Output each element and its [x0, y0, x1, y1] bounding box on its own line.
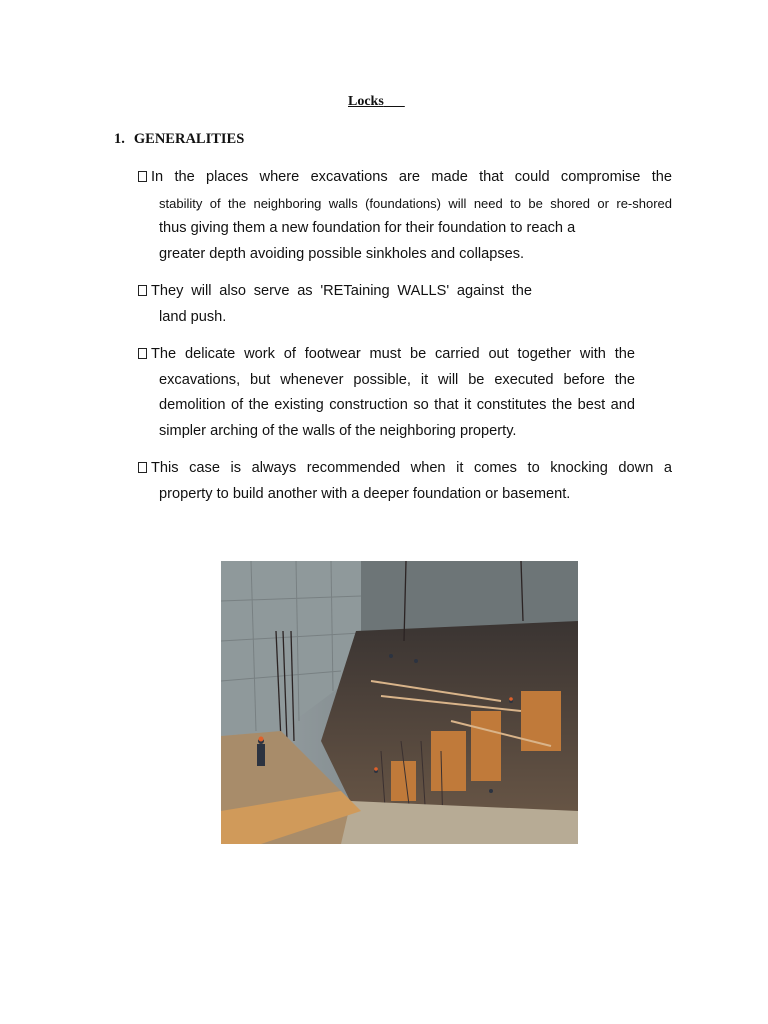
paragraph-4 [138, 456, 672, 507]
excavation-site-photo [221, 561, 578, 844]
paragraph-2 [138, 279, 532, 330]
page-title: Locks [348, 94, 384, 109]
square-bullet-icon [138, 171, 147, 182]
paragraph-line: excavations, but whenever possible, it will be executed before the [159, 371, 635, 388]
paragraph-line: stability of the neighboring walls (foundations) will need to be shored or re-shored [159, 195, 672, 211]
paragraph-line: thus giving them a new foundation for their foundation to reach a [159, 220, 576, 236]
section-number: 1. [114, 131, 125, 147]
paragraph-line: This case is always recommended when it comes to knocking down a [138, 456, 672, 482]
paragraph-line: property to build another with a deeper foundation or basement. [159, 485, 571, 502]
section-title: GENERALITIES [133, 131, 245, 147]
square-bullet-icon [138, 348, 147, 359]
paragraph-line: land push. [159, 308, 227, 325]
paragraph-3 [138, 342, 635, 444]
paragraph-line: The delicate work of footwear must be carried out together with the [138, 342, 635, 368]
paragraph-line: simpler arching of the walls of the neighboring property. [159, 422, 517, 439]
paragraph-line: In the places where excavations are made that could compromise the [138, 165, 672, 191]
excavation-photo-illustration [221, 561, 578, 844]
section-heading [114, 131, 244, 148]
paragraph-line: They will also serve as 'RETaining WALLS' against the [138, 279, 532, 305]
square-bullet-icon [138, 462, 147, 473]
paragraph-line: demolition of the existing construction so that it constitutes the best and [159, 397, 635, 413]
square-bullet-icon [138, 285, 147, 296]
paragraph-line: greater depth avoiding possible sinkholes and collapses. [159, 245, 525, 262]
paragraph-1 [138, 165, 672, 267]
